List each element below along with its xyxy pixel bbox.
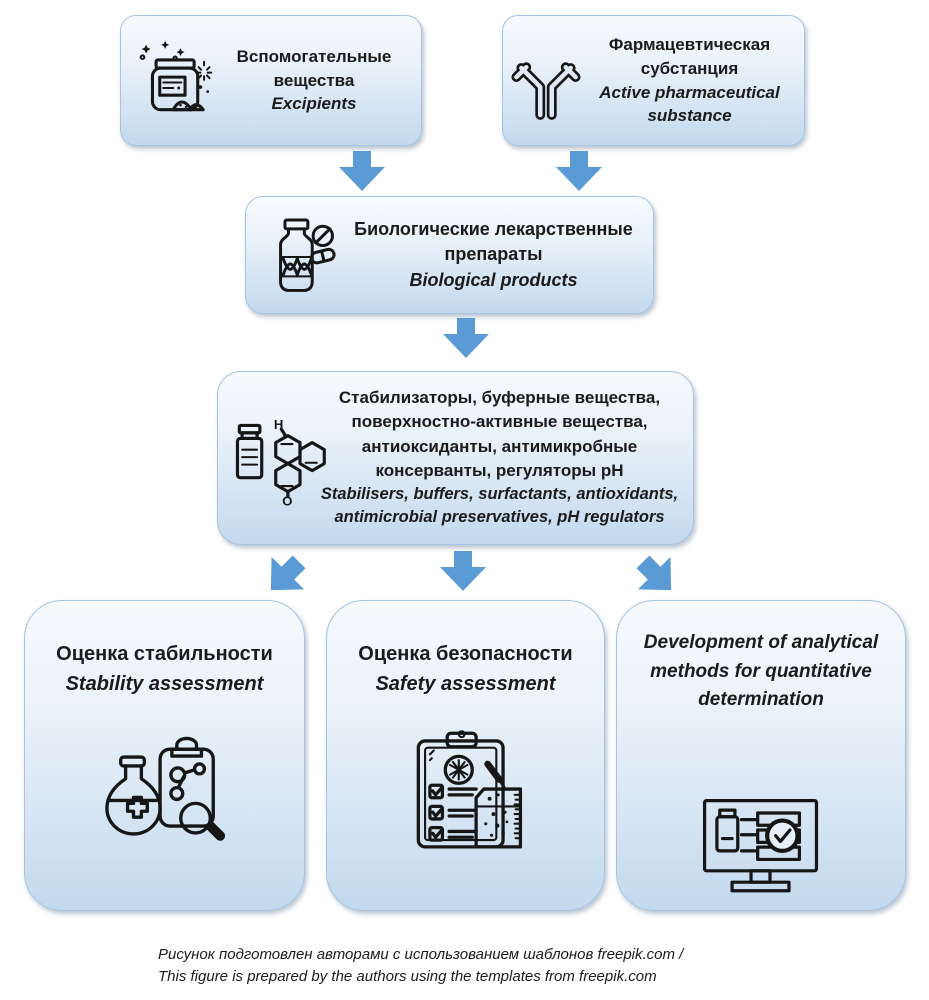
down-left-arrow	[255, 546, 316, 607]
stabilizers-label-en: Stabilisers, buffers, surfactants, antioxidants, antimicrobial preservatives, pH regulators	[320, 484, 679, 527]
antibody-icon	[509, 34, 583, 130]
figure-caption	[158, 944, 683, 988]
down-arrow	[443, 318, 489, 358]
analytical-label-en: Development of analytical methods for quantitative determination	[643, 632, 879, 710]
down-arrow	[339, 151, 385, 191]
checklist-beaker-icon	[401, 725, 531, 857]
bioproducts-label-en: Biological products	[409, 269, 578, 290]
flask-clipboard-magnifier-icon	[101, 733, 229, 857]
api-label-ru: Фармацевтическая субстанция	[608, 34, 771, 78]
stabilizers-label-ru: Стабилизаторы, буферные вещества, поверхностно-активные вещества, антиоксиданты, антимикробные консерванты, регуляторы pH	[338, 388, 661, 480]
safety-label-ru: Оценка безопасности	[358, 643, 573, 665]
box-analytical	[616, 600, 906, 911]
down-arrow	[556, 151, 602, 191]
monitor-analysis-icon	[697, 793, 825, 905]
caption-en: This figure is prepared by the authors using the templates from freepik.com	[158, 967, 657, 985]
stability-label-en: Stability assessment	[65, 673, 264, 695]
stability-label-ru: Оценка стабильности	[56, 643, 273, 665]
down-right-arrow	[627, 546, 688, 607]
medicine-bottle-dna-icon	[260, 213, 346, 301]
down-arrow	[440, 551, 486, 591]
box-api	[502, 15, 805, 146]
box-excipients	[120, 15, 422, 146]
box-stability	[24, 600, 305, 911]
box-safety	[326, 600, 605, 911]
api-label-en: Active pharmaceutical substance	[599, 82, 780, 126]
powder-jar-icon	[135, 40, 217, 126]
safety-label-en: Safety assessment	[375, 673, 556, 695]
excipients-label-ru: Вспомогательные вещества	[236, 46, 392, 90]
box-stabilizers	[217, 371, 694, 545]
bioproducts-label-ru: Биологические лекарственные препараты	[354, 218, 633, 265]
excipients-label-en: Excipients	[271, 94, 357, 114]
caption-ru: Рисунок подготовлен авторами с использованием шаблонов freepik.com /	[158, 946, 684, 963]
molecule-o-letter: O	[282, 493, 293, 506]
molecule-h-letter: H	[273, 417, 284, 433]
box-bioproducts	[245, 196, 654, 314]
